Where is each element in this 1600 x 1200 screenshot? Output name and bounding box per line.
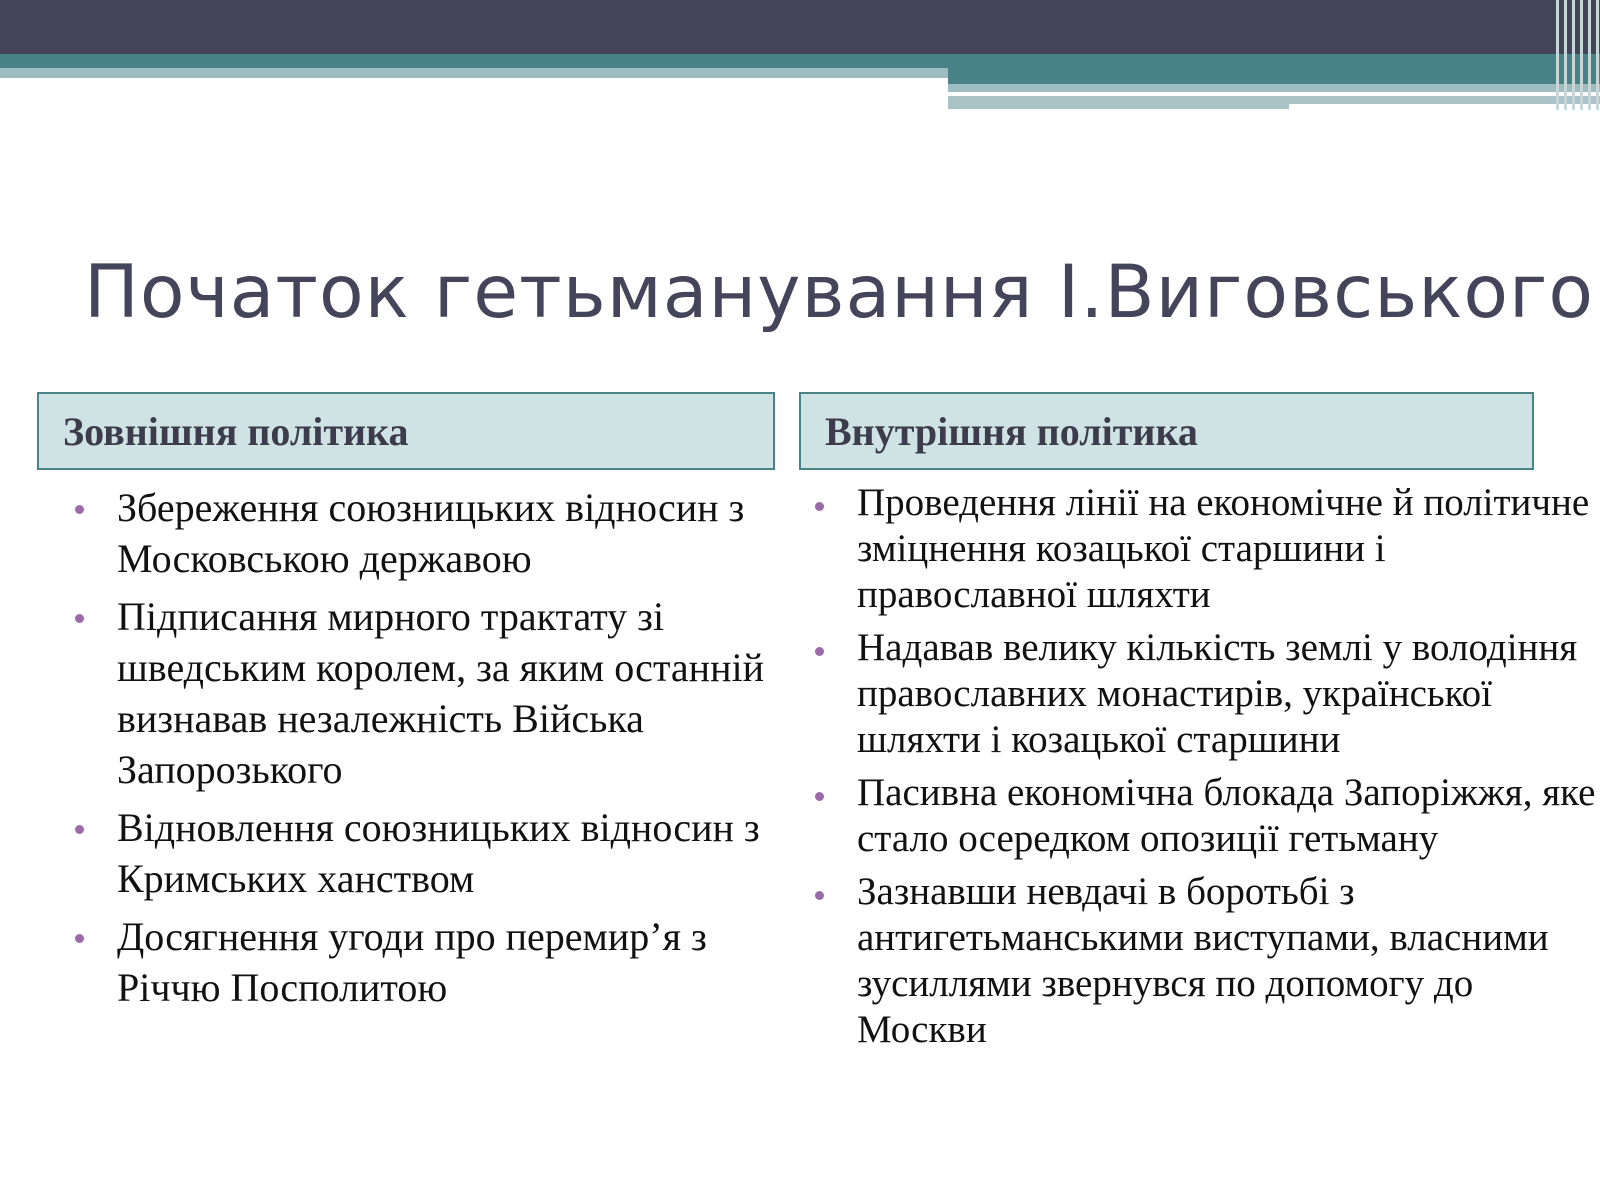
bullet-icon	[75, 614, 84, 623]
bullet-icon	[75, 505, 84, 514]
list-item	[777, 869, 1597, 1053]
list-item	[777, 480, 1597, 618]
list-item	[37, 482, 777, 584]
top-banner-light-left	[0, 68, 948, 78]
corner-stripes	[1552, 0, 1600, 110]
list-item-text: Досягнення угоди про перемир’я з Річчю Посполитою	[117, 914, 707, 1010]
bullet-icon	[815, 792, 824, 801]
list-item	[777, 770, 1597, 862]
bullet-icon	[815, 891, 824, 900]
list-item-text: Зазнавши невдачі в боротьбі з антигетьманськими виступами, власними зусиллями звернувся по допомогу до Москви	[857, 870, 1549, 1051]
list-item	[37, 591, 777, 795]
list-item-text: Підписання мирного трактату зі шведським королем, за яким останній визнавав незалежність Війська Запорозького	[117, 594, 764, 792]
list-item-text: Надавав велику кількість землі у володіння православних монастирів, української шляхти і козацької старшини	[857, 626, 1578, 761]
list-item	[777, 625, 1597, 763]
bullet-icon	[815, 647, 824, 656]
right-column-header: Внутрішня політика	[799, 392, 1534, 470]
top-banner-light-lower	[948, 96, 1289, 109]
left-column-header: Зовнішня політика	[37, 392, 775, 470]
top-banner-teal-right	[948, 68, 1600, 84]
top-banner-teal	[0, 54, 1600, 68]
list-item	[37, 911, 777, 1013]
list-item	[37, 802, 777, 904]
top-banner-dark	[0, 0, 1600, 54]
list-item-text: Проведення лінії на економічне й політичне зміцнення козацької старшини і православної шляхти	[857, 481, 1590, 616]
left-bullet-list	[37, 482, 777, 1020]
list-item-text: Пасивна економічна блокада Запоріжжя, яке стало осередком опозиції гетьману	[857, 771, 1596, 860]
list-item-text: Відновлення союзницьких відносин з Кримських ханством	[117, 805, 760, 901]
bullet-icon	[815, 502, 824, 511]
top-banner-light-right	[948, 84, 1600, 92]
bullet-icon	[75, 934, 84, 943]
slide-title: Початок гетьманування І.Виговського	[84, 250, 1595, 335]
bullet-icon	[75, 825, 84, 834]
right-bullet-list	[777, 480, 1597, 1060]
list-item-text: Збереження союзницьких відносин з Московською державою	[117, 485, 745, 581]
